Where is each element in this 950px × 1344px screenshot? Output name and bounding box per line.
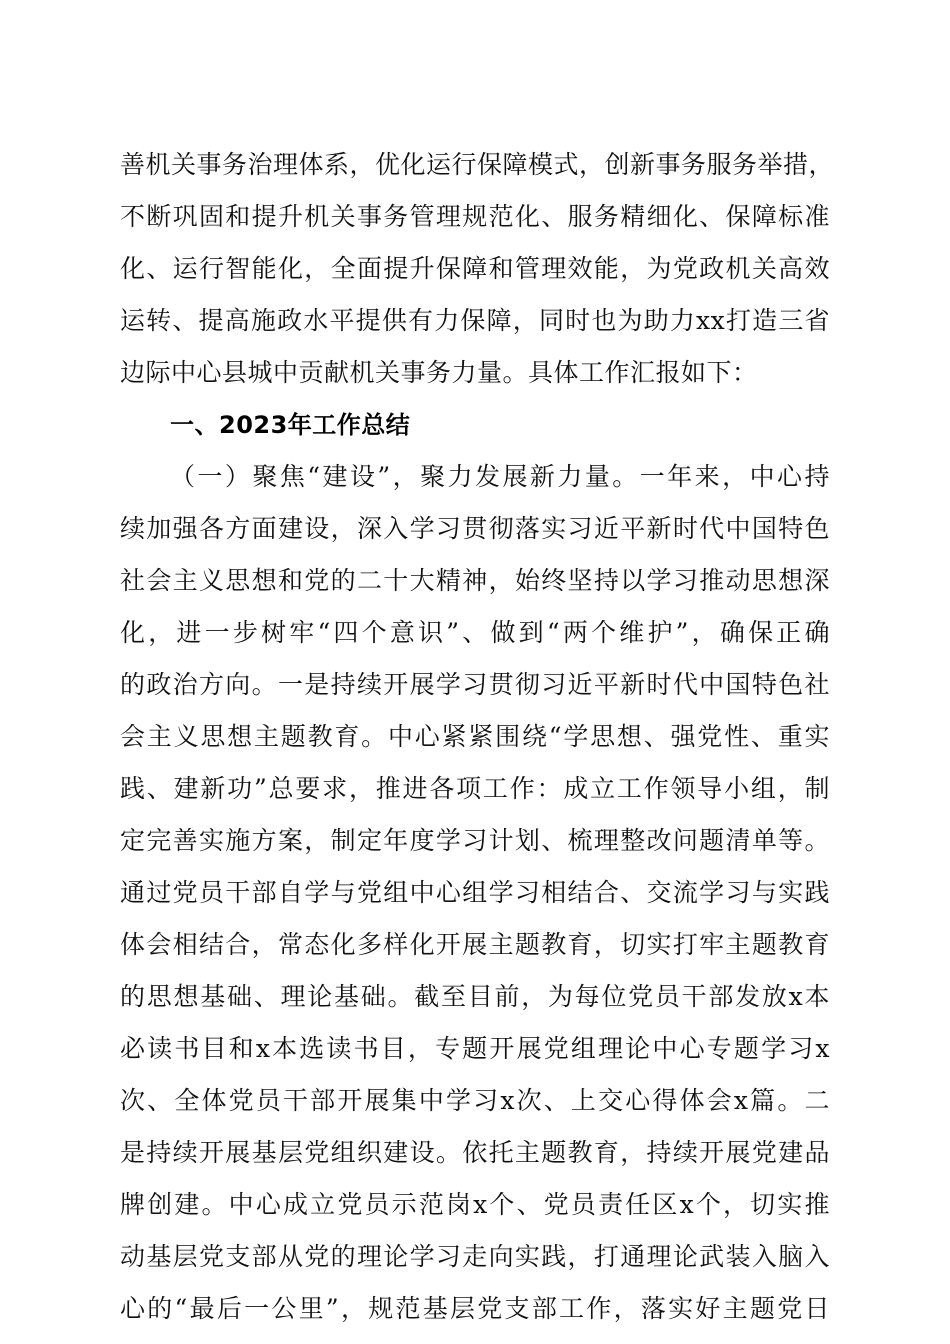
body-line: 次、全体党员干部开展集中学习x次、上交心得体会x篇。二 [120,1086,830,1115]
body-line: 社会主义思想和党的二十大精神，始终坚持以学习推动思想深 [120,566,830,595]
body-line: 动基层党支部从党的理论学习走向实践，打通理论武装入脑入 [120,1242,830,1271]
intro-line: 化、运行智能化，全面提升保障和管理效能，为党政机关高效 [120,254,830,283]
body-line: 会主义思想主题教育。中心紧紧围绕“学思想、强党性、重实 [120,722,830,751]
intro-line: 善机关事务治理体系，优化运行保障模式，创新事务服务举措， [120,150,835,179]
body-line: 践、建新功”总要求，推进各项工作：成立工作领导小组，制 [120,774,830,803]
body-line: 必读书目和x本选读书目，专题开展党组理论中心专题学习x [120,1034,830,1063]
intro-line: 不断巩固和提升机关事务管理规范化、服务精细化、保障标准 [120,202,830,231]
body-line: 体会相结合，常态化多样化开展主题教育，切实打牢主题教育 [120,930,830,959]
body-line: 的政治方向。一是持续开展学习贯彻习近平新时代中国特色社 [120,670,830,699]
body-line: 续加强各方面建设，深入学习贯彻落实习近平新时代中国特色 [120,514,830,543]
body-line: 的思想基础、理论基础。截至目前，为每位党员干部发放x本 [120,982,830,1011]
body-line: 心的“最后一公里”，规范基层党支部工作，落实好主题党日 [120,1294,830,1323]
intro-line: 运转、提高施政水平提供有力保障，同时也为助力xx打造三省 [120,306,830,335]
section-heading: 一、2023年工作总结 [170,411,411,439]
body-line: （一）聚焦“建设”，聚力发展新力量。一年来，中心持 [170,462,830,491]
body-line: 化，进一步树牢“四个意识”、做到“两个维护”，确保正确 [120,618,830,647]
body-line: 是持续开展基层党组织建设。依托主题教育，持续开展党建品 [120,1138,830,1167]
intro-line: 边际中心县城中贡献机关事务力量。具体工作汇报如下： [120,358,758,387]
body-line: 牌创建。中心成立党员示范岗x个、党员责任区x个，切实推 [120,1190,830,1219]
body-line: 定完善实施方案，制定年度学习计划、梳理整改问题清单等。 [120,826,830,855]
body-line: 通过党员干部自学与党组中心组学习相结合、交流学习与实践 [120,878,830,907]
